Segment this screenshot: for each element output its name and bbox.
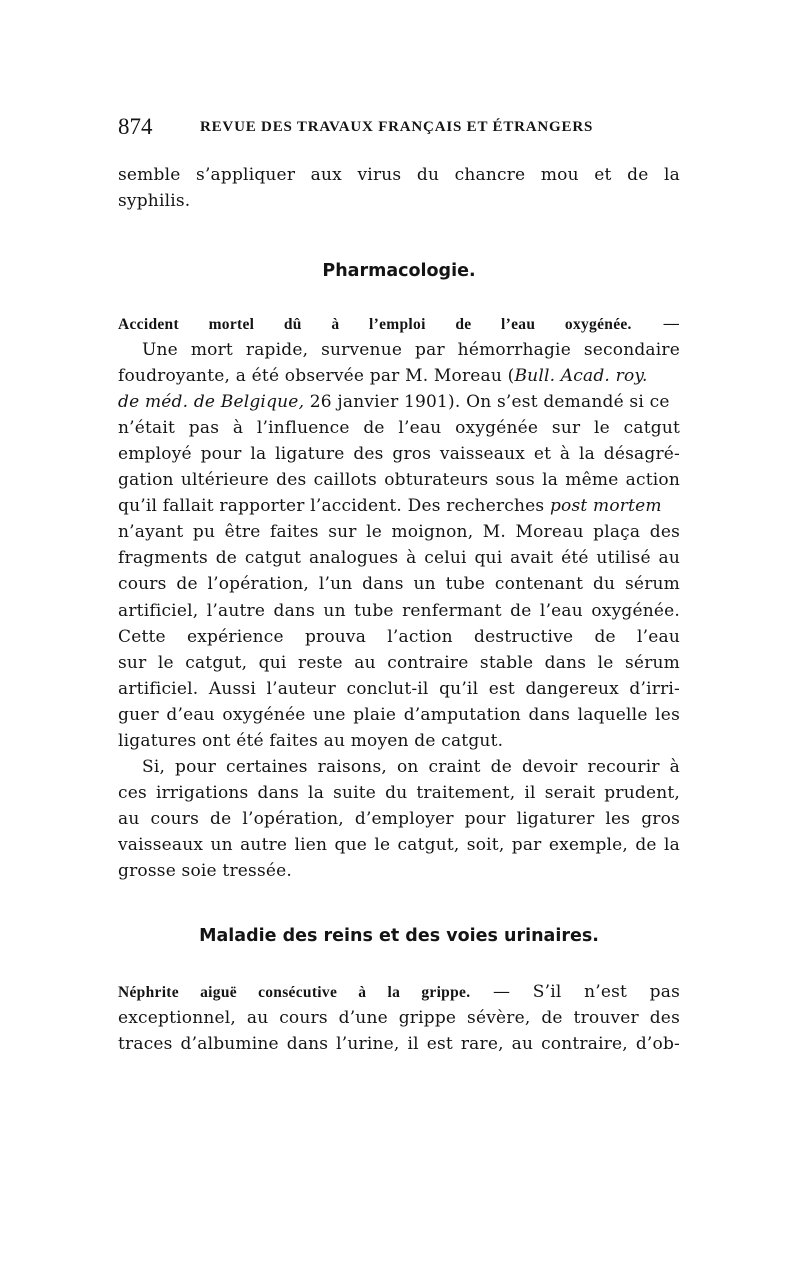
text-span: 26 janvier 1901). On s’est demandé si ce [304,392,670,413]
intro-paragraph [118,162,680,214]
page-number: 874 [118,114,153,139]
text-line: semble s’appliquer aux virus du chancre mou et de la [118,165,680,185]
text-line: artificiel. Aussi l’auteur conclut-il qu’il est dangereux d’irri- [118,678,680,699]
section-heading-maladie-reins: Maladie des reins et des voies urinaires. [199,926,599,946]
subhead-line [118,311,680,337]
text-line [118,389,680,415]
running-head [118,112,688,142]
text-line: artificiel, l’autre dans un tube renfermant de l’eau oxygénée. [118,600,680,621]
text-line: ces irrigations dans la suite du traitement, il serait prudent, [118,782,680,803]
text-line: syphilis. [118,191,191,212]
text-span: — S’il n’est pas [470,982,680,1002]
text-line: guer d’eau oxygénée une plaie d’amputation dans laquelle les [118,704,680,725]
text-line: Si, pour certaines raisons, on craint de devoir recourir à [142,756,680,777]
text-line: ligatures ont été faites au moyen de catgut. [118,730,504,751]
journal-title: REVUE DES TRAVAUX FRANÇAIS ET ÉTRANGERS [200,119,594,135]
citation-journal: Bull. Acad. roy. [514,366,648,387]
italic-phrase: post mortem [549,496,662,517]
article-subhead: Néphrite aiguë consécutive à la grippe. [118,984,471,1001]
text-line: gation ultérieure des caillots obturateurs sous la même action [118,470,680,491]
text-line: employé pour la ligature des gros vaisseaux et à la désagré- [118,444,680,465]
article-nephrite [118,979,680,1057]
subhead-line [118,979,680,1005]
text-line: vaisseaux un autre lien que le catgut, soit, par exemple, de la [118,834,680,855]
text-line: n’était pas à l’influence de l’eau oxygénée sur le catgut [118,418,680,439]
text-line: n’ayant pu être faites sur le moignon, M. Moreau plaça des [118,522,680,543]
text-span: foudroyante, a été observée par M. Moreau ( [118,366,515,387]
article-accident-mortel [118,311,680,884]
text-line: au cours de l’opération, d’employer pour ligaturer les gros [118,808,680,829]
text-span: qu’il fallait rapporter l’accident. Des recherches [118,496,550,517]
text-line: traces d’albumine dans l’urine, il est rare, au contraire, d’ob- [118,1034,680,1055]
text-line [118,363,680,389]
text-line: fragments de catgut analogues à celui qui avait été utilisé au [118,548,680,569]
citation-journal-cont: de méd. de Belgique, [118,392,305,413]
section-heading-pharmacologie: Pharmacologie. [322,261,476,281]
text-line: exceptionnel, au cours d’une grippe sévère, de trouver des [118,1008,680,1029]
text-line: cours de l’opération, l’un dans un tube contenant du sérum [118,574,680,595]
subhead-dash: — [631,314,680,334]
text-line: sur le catgut, qui reste au contraire stable dans le sérum [118,652,680,673]
text-line: grosse soie tressée. [118,860,293,881]
text-line: Cette expérience prouva l’action destructive de l’eau [118,626,680,647]
article-subhead: Accident mortel dû à l’emploi de l’eau oxygénée. [118,316,632,333]
text-line: Une mort rapide, survenue par hémorrhagie secondaire [142,340,680,361]
text-line [118,493,680,519]
